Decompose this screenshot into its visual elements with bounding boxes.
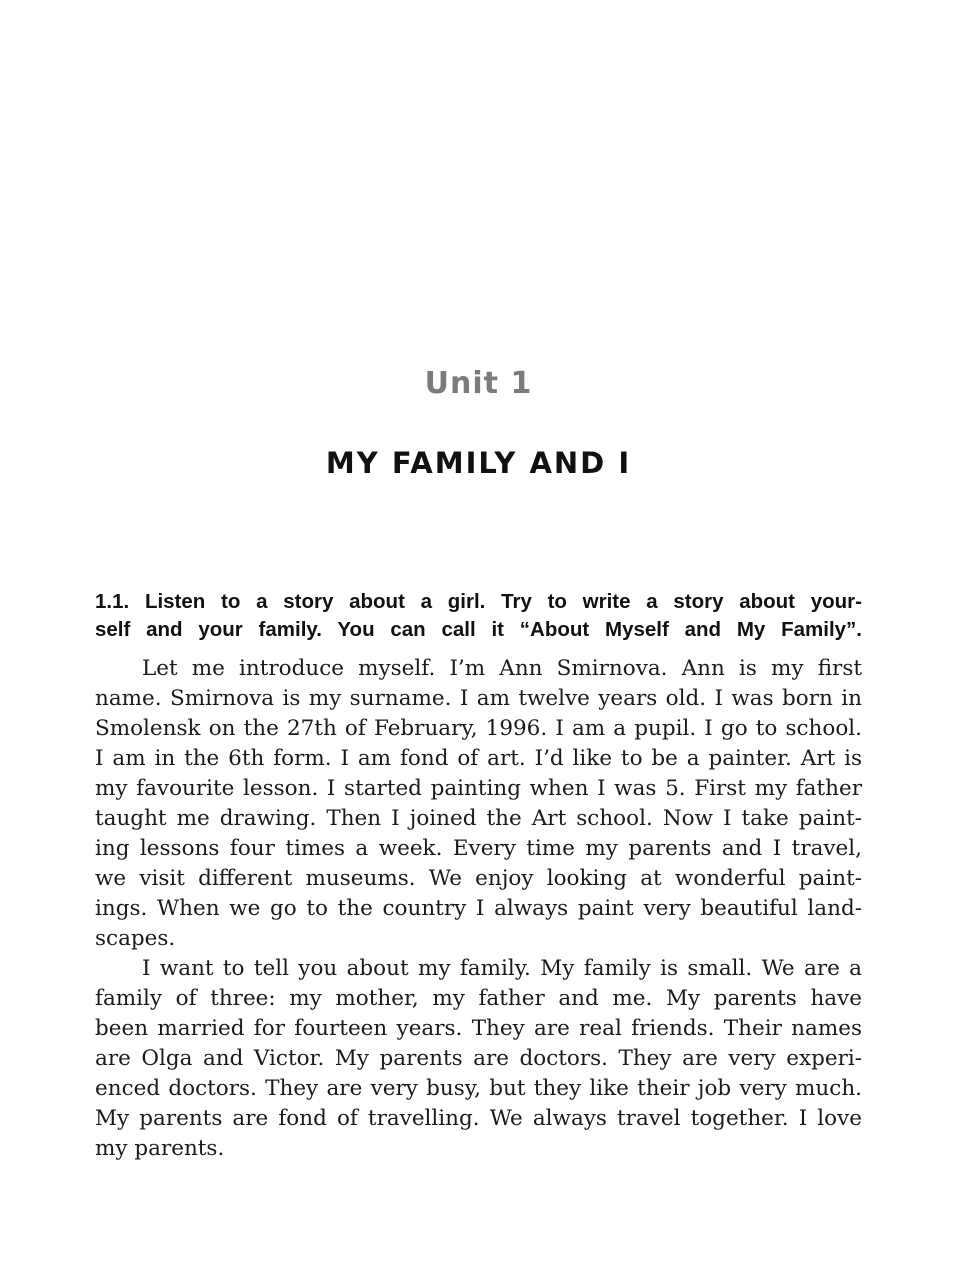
text-line: family of three: my mother, my father and me. My parents have (95, 986, 862, 1011)
task-number: 1.1. (95, 590, 130, 613)
text-line: ings. When we go to the country I always paint very beautiful land- (95, 896, 862, 921)
text-line: been married for fourteen years. They are real friends. Their names (95, 1016, 862, 1041)
unit-label: Unit 1 (424, 366, 533, 401)
task-line (95, 588, 862, 616)
paragraph-1 (95, 654, 862, 954)
text-line: enced doctors. They are very busy, but they like their job very much. (95, 1076, 862, 1101)
text-line: Smolensk on the 27th of February, 1996. I am a pupil. I go to school. (95, 716, 862, 741)
text-line: Let me introduce myself. I’m Ann Smirnova. Ann is my first (142, 656, 862, 681)
text-line: we visit different museums. We enjoy looking at wonderful paint- (95, 866, 862, 891)
text-line: ing lessons four times a week. Every time my parents and I travel, (95, 836, 862, 861)
task-instruction (95, 588, 862, 644)
paragraph-2 (95, 954, 862, 1164)
text-line: name. Smirnova is my surname. I am twelve years old. I was born in (95, 686, 862, 711)
text-line: scapes. (95, 926, 176, 951)
text-line: I am in the 6th form. I am fond of art. I’d like to be a painter. Art is (95, 746, 862, 771)
task-line-text: Listen to a story about a girl. Try to write a story about your- (144, 590, 862, 613)
text-line: my favourite lesson. I started painting when I was 5. First my father (95, 776, 862, 801)
text-line: My parents are fond of travelling. We always travel together. I love (95, 1106, 862, 1131)
story-text (95, 654, 862, 1164)
unit-title: MY FAMILY AND I (325, 446, 632, 480)
text-line: my parents. (95, 1136, 225, 1161)
text-line: taught me drawing. Then I joined the Art school. Now I take paint- (95, 806, 862, 831)
text-line: I want to tell you about my family. My family is small. We are a (142, 956, 862, 981)
task-line: self and your family. You can call it “About Myself and My Family”. (95, 618, 862, 641)
text-line: are Olga and Victor. My parents are doctors. They are very experi- (95, 1046, 862, 1071)
